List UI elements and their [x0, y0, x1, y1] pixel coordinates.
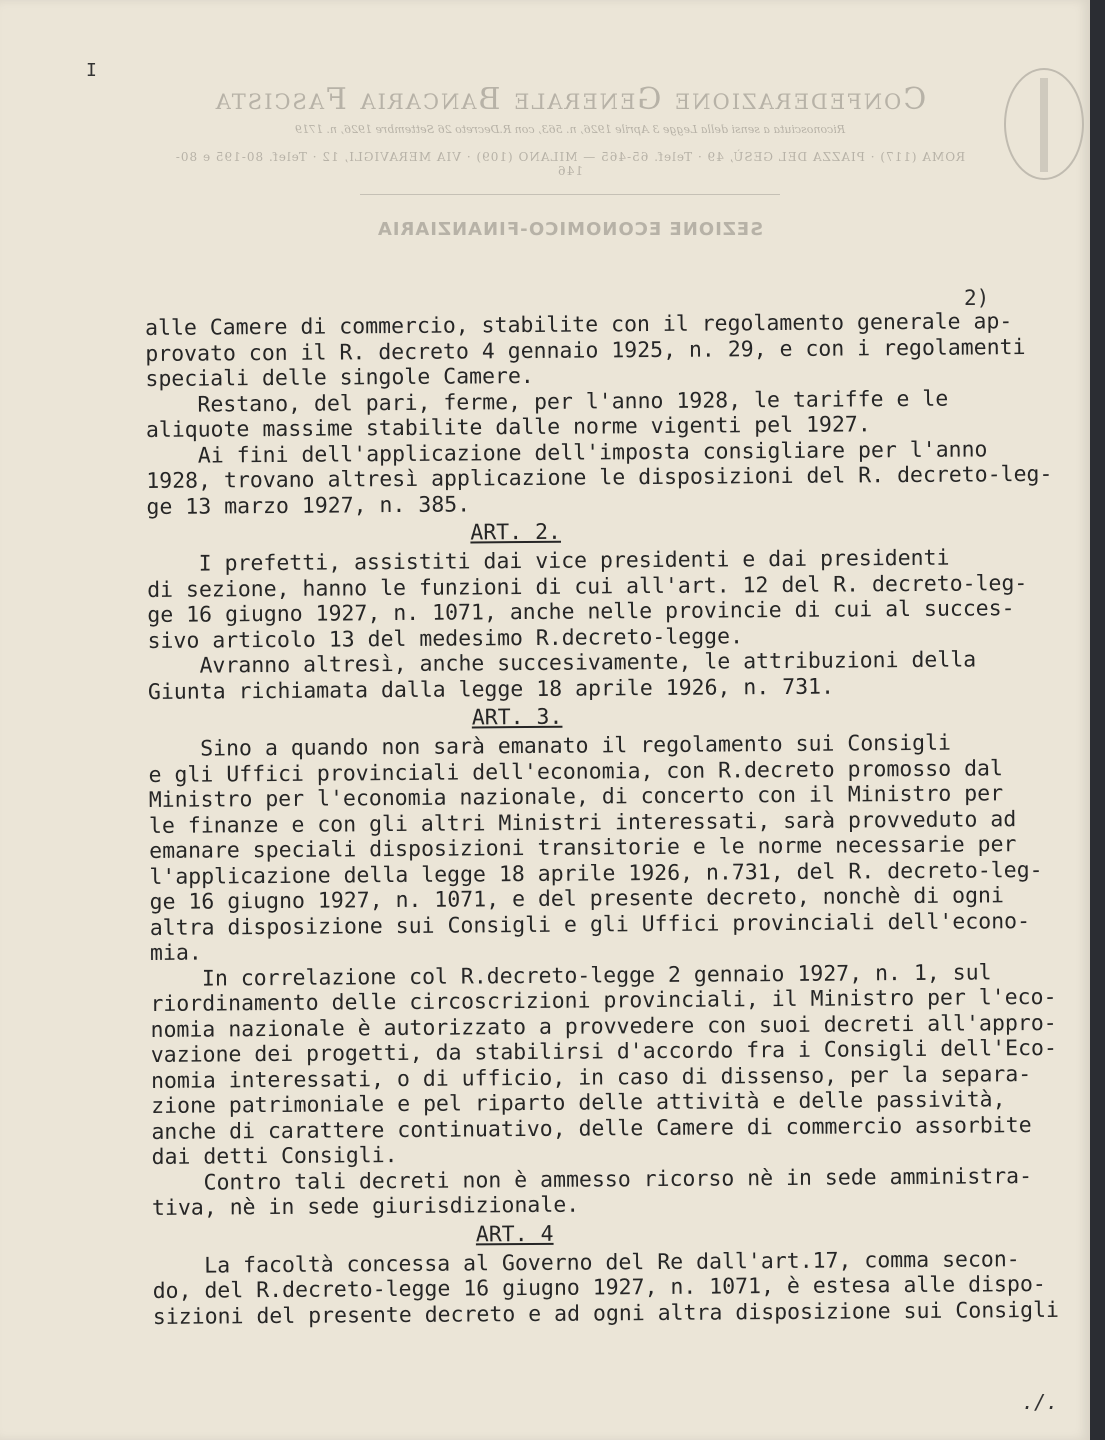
letterhead-address: ROMA (117) · PIAZZA DEL GESÙ, 49 · Telef. 65-465 — MILANO (109) · VIA MERAVIGLI, 12 · Telef. 80-195 e 80-146 — [174, 150, 966, 178]
document-body — [145, 309, 1088, 1330]
margin-mark: I — [86, 60, 97, 81]
text-line: La facoltà concessa al Governo del Re dall'art.17, comma secon- — [152, 1246, 1020, 1279]
text-line: nomia interessati, o di ufficio, in caso di dissenso, per la separa- — [150, 1061, 1032, 1094]
text-line: In correlazione col R.decreto-legge 2 gennaio 1927, n. 1, sul — [150, 959, 992, 992]
article-heading-text: ART. 4 — [475, 1221, 554, 1247]
text-line: anche di carattere continuativo, delle Camere di commercio assorbite — [151, 1112, 1032, 1145]
letterhead-show-through — [170, 82, 970, 240]
text-line: emanare speciali disposizioni transitorie e le norme necessarie per — [149, 832, 1017, 864]
article-heading-text: ART. 2. — [470, 519, 562, 546]
seal-stamp-icon — [1004, 68, 1084, 180]
text-line: di sezione, hanno le funzioni di cui all'art. 12 del R. decreto-leg- — [147, 570, 1028, 603]
letterhead-rule — [360, 194, 780, 195]
text-line: I prefetti, assistiti dai vice presidenti e dai presidenti — [146, 545, 950, 577]
text-line: riordinamento delle circoscrizioni provinciali, il Ministro per l'eco- — [150, 984, 1057, 1017]
text-line: speciali delle singole Camere. — [145, 363, 534, 392]
text-line: nomia nazionale è autorizzato a provvedere con suoi decreti all'appro- — [150, 1010, 1057, 1043]
text-line: ge 16 giugno 1927, n. 1071, anche nelle provincie di cui al succes- — [147, 596, 1015, 628]
text-line: Ai fini dell'applicazione dell'imposta consigliare per l'anno — [146, 436, 988, 469]
text-line: sivo articolo 13 del medesimo R.decreto-legge. — [147, 623, 744, 654]
text-line: dai detti Consigli. — [151, 1143, 398, 1170]
text-line: alle Camere di commercio, stabilite con il regolamento generale ap- — [145, 309, 1013, 341]
text-line: aliquote massime stabilite dalle norme vigenti pel 1927. — [145, 412, 871, 443]
text-line: 1928, trovano altresì applicazione le disposizioni del R. decreto-leg- — [146, 461, 1053, 494]
text-line: vazione dei progetti, da stabilirsi d'accordo fra i Consigli dell'Eco- — [150, 1035, 1057, 1068]
text-line: le finanze e con gli altri Ministri interessati, sarà provveduto ad — [148, 806, 1017, 839]
letterhead-title: Confederazione Generale Bancaria Fascista — [213, 82, 927, 117]
continuation-mark: ./. — [1022, 1390, 1059, 1414]
text-line: altra disposizione sui Consigli e gli Uffici provinciali dell'econo- — [149, 908, 1031, 941]
text-line: ge 16 giugno 1927, n. 1071, e del presente decreto, nonchè di ogni — [149, 883, 1004, 915]
text-line: l'applicazione della legge 18 aprile 1926, n.731, del R. decreto-leg- — [149, 857, 1043, 890]
text-line: Contro tali decreti non è ammesso ricorso nè in sede amministra- — [151, 1163, 1033, 1196]
text-line: provato con il R. decreto 4 gennaio 1925, n. 29, e con i regolamenti — [145, 334, 1026, 367]
text-line: Avranno altresì, anche succesivamente, le attribuzioni della — [147, 647, 977, 679]
text-line: mia. — [149, 940, 202, 966]
text-line: ge 13 marzo 1927, n. 385. — [146, 491, 471, 520]
text-line: Sino a quando non sarà emanato il regolamento sui Consigli — [148, 730, 952, 762]
text-line: Giunta richiamata dalla legge 18 aprile 1926, n. 731. — [147, 674, 835, 705]
text-line: Ministro per l'economia nazionale, di concerto con il Ministro per — [148, 781, 1004, 813]
page-number: 2) — [964, 286, 990, 310]
letterhead-section: SEZIONE ECONOMICO-FINANZIARIA — [376, 219, 764, 240]
text-line: e gli Uffici provinciali dell'economia, con R.decreto promosso dal — [148, 755, 1003, 788]
text-line: tiva, nè in sede giurisdizionale. — [151, 1192, 580, 1221]
letterhead-subtitle: Riconosciuta a sensi della Legge 3 Aprile 1926, n. 563, con R.Decreto 26 Settembre 1926, n. 1719 — [294, 123, 846, 136]
text-line: zione patrimoniale e pel riparto delle attività e delle passività, — [151, 1087, 1006, 1119]
text-line: do, del R.decreto-legge 16 giugno 1927, n. 1071, è estesa alle dispo- — [152, 1271, 1046, 1304]
text-line: sizioni del presente decreto e ad ogni altra disposizione sui Consigli — [152, 1297, 1060, 1330]
text-line: Restano, del pari, ferme, per l'anno 1928, le tariffe e le — [145, 386, 949, 418]
article-heading-text: ART. 3. — [471, 704, 563, 731]
